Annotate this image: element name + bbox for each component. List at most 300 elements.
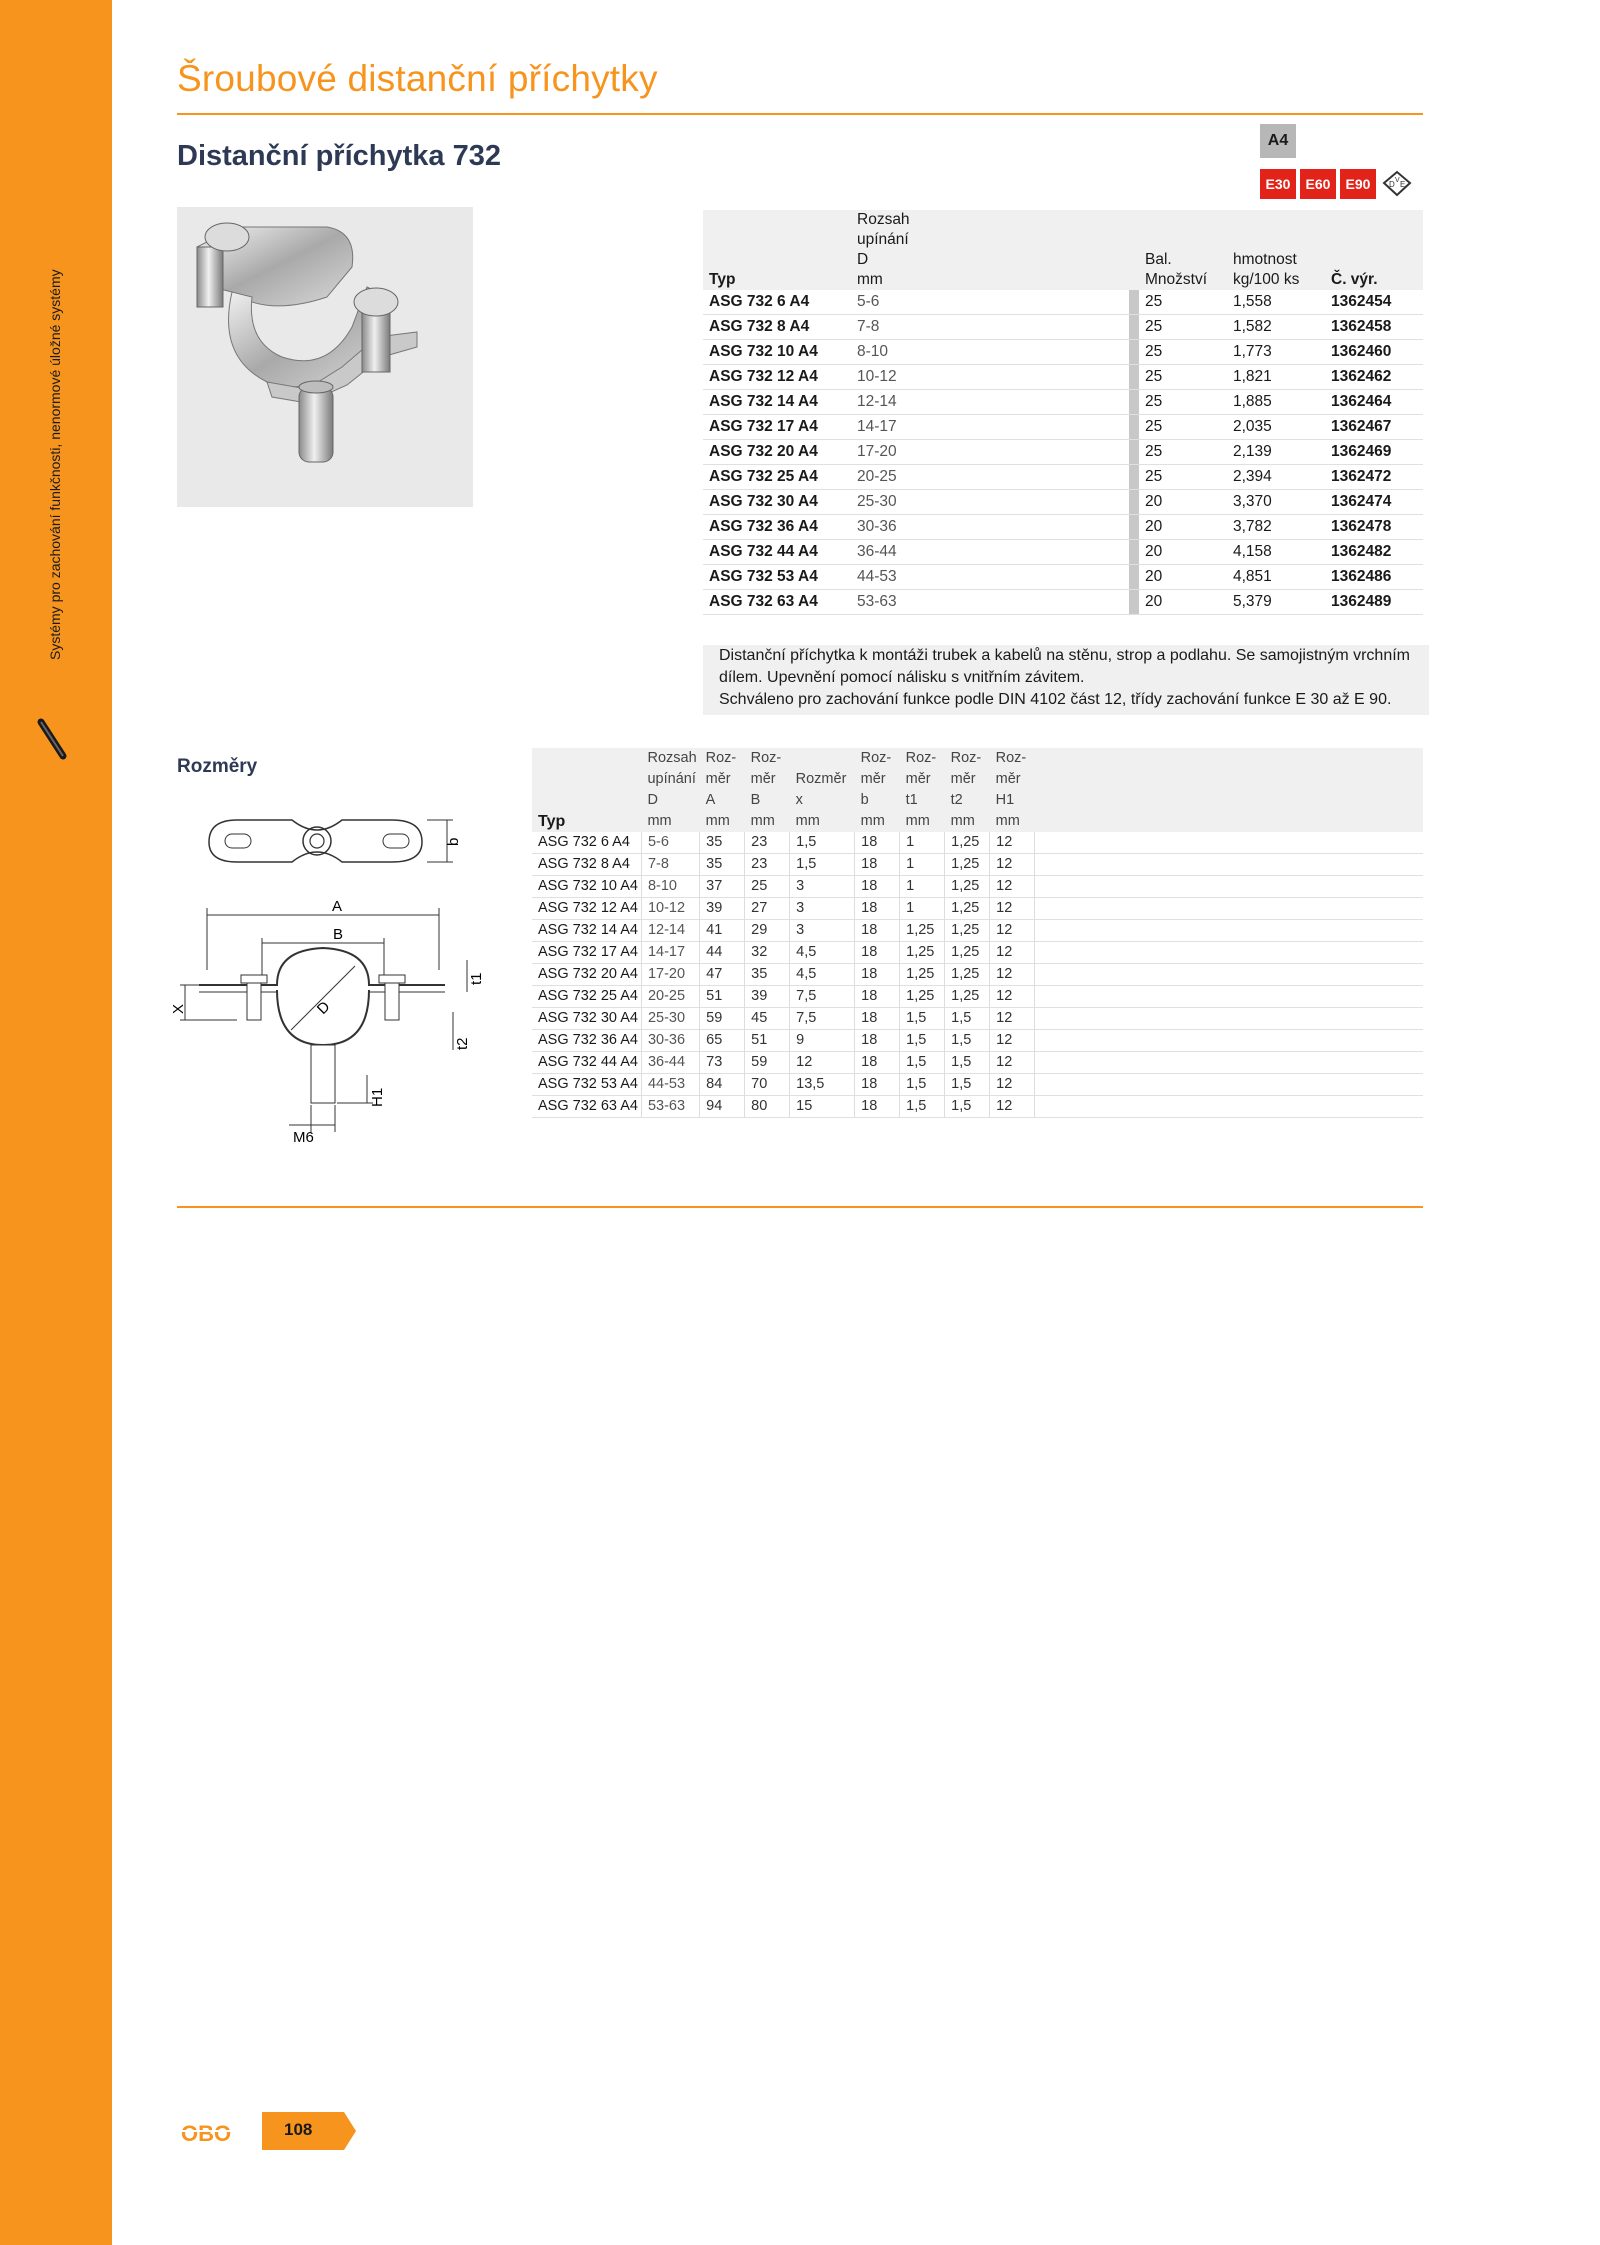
- header-line: mm: [857, 271, 883, 288]
- cell-value: 27: [745, 898, 790, 920]
- table-row: [703, 390, 1423, 415]
- table-row: [532, 1096, 1423, 1118]
- cell-typ: ASG 732 25 A4: [538, 988, 638, 1004]
- cell-art: 1362472: [1331, 468, 1392, 485]
- header-line: měr: [950, 771, 976, 787]
- cell-weight: 3,370: [1233, 493, 1272, 510]
- col-bal-header: [1139, 210, 1227, 290]
- cell-typ: ASG 732 25 A4: [709, 468, 818, 485]
- cell-weight: 5,379: [1233, 593, 1272, 610]
- cell-range: 12-14: [857, 393, 897, 410]
- product-table: [703, 210, 1423, 615]
- cell-weight: 2,139: [1233, 443, 1272, 460]
- cell-art: 1362454: [1331, 293, 1392, 310]
- header-line: [538, 790, 638, 811]
- cell-value: 18: [855, 832, 900, 854]
- col-header: [900, 748, 945, 832]
- cell-art: 1362478: [1331, 518, 1392, 535]
- separator: [1129, 540, 1139, 565]
- cell-value: 8-10: [641, 876, 699, 898]
- cell-typ: ASG 732 8 A4: [538, 856, 630, 872]
- header-line: mm: [995, 813, 1020, 829]
- cell-qty: 20: [1145, 493, 1163, 510]
- separator: [1129, 290, 1139, 315]
- cell-weight: 2,035: [1233, 418, 1272, 435]
- cell-value: 12: [990, 964, 1035, 986]
- fire-badge-e60: E60: [1300, 169, 1336, 199]
- cell-value: 3: [790, 898, 855, 920]
- page-number: 108: [284, 2120, 313, 2139]
- separator: [1129, 365, 1139, 390]
- cell-value: 44: [700, 942, 745, 964]
- cell-range: 30-36: [857, 518, 897, 535]
- cell-value: 12: [990, 898, 1035, 920]
- cell-value: 1,5: [900, 1074, 945, 1096]
- cell-value: 12: [990, 1030, 1035, 1052]
- table-row: [532, 1074, 1423, 1096]
- row-filler: [1035, 942, 1423, 964]
- cell-value: 1,5: [945, 1008, 990, 1030]
- cell-value: 1,5: [790, 832, 855, 854]
- header-line: měr: [905, 771, 931, 787]
- table-row: [532, 1008, 1423, 1030]
- cell-typ: ASG 732 53 A4: [538, 1076, 638, 1092]
- cell-value: 1,5: [790, 854, 855, 876]
- header-line: t1: [905, 792, 918, 808]
- sidebar-label: Systémy pro zachování funkčnosti, nenormové úložné systémy: [47, 269, 63, 660]
- cell-range: 17-20: [857, 443, 897, 460]
- cell-value: 94: [700, 1096, 745, 1118]
- cell-range: 36-44: [857, 543, 897, 560]
- col-header: [855, 748, 900, 832]
- table-row: [532, 942, 1423, 964]
- cell-value: 1,25: [900, 964, 945, 986]
- cell-typ: ASG 732 17 A4: [709, 418, 818, 435]
- description-text: Distanční příchytka k montáži trubek a kabelů na stěnu, strop a podlahu. Se samojistným vrchním dílem. Upevnění pomocí nálisku s vnitřním závitem.: [719, 647, 1410, 686]
- cell-value: 1,25: [945, 832, 990, 854]
- table-row: [532, 854, 1423, 876]
- row-filler: [1035, 1096, 1423, 1118]
- cell-value: 25-30: [641, 1008, 699, 1030]
- cell-value: 12: [990, 986, 1035, 1008]
- header-line: Rozsah: [647, 750, 697, 766]
- cell-art: 1362458: [1331, 318, 1392, 335]
- cell-qty: 25: [1145, 318, 1163, 335]
- cell-value: 59: [700, 1008, 745, 1030]
- table-row: [703, 440, 1423, 465]
- table-row: [703, 540, 1423, 565]
- table-row: [703, 490, 1423, 515]
- cell-range: 7-8: [857, 318, 880, 335]
- cell-typ: ASG 732 20 A4: [709, 443, 818, 460]
- col-weight-header: [1227, 210, 1325, 290]
- header-line: B: [750, 792, 761, 808]
- header-line: měr: [995, 771, 1021, 787]
- cell-qty: 25: [1145, 393, 1163, 410]
- header-line: upínání: [857, 231, 909, 248]
- header-line: Rozsah: [857, 211, 910, 228]
- header-line: měr: [705, 771, 731, 787]
- cell-range: 8-10: [857, 343, 889, 360]
- cell-weight: 4,851: [1233, 568, 1272, 585]
- header-line: Roz-: [905, 750, 937, 766]
- label-x: X: [170, 1003, 187, 1014]
- cell-value: 1,5: [900, 1008, 945, 1030]
- table-row: [532, 964, 1423, 986]
- cell-typ: ASG 732 36 A4: [709, 518, 818, 535]
- cell-weight: 3,782: [1233, 518, 1272, 535]
- cell-qty: 25: [1145, 418, 1163, 435]
- label-b: b: [445, 837, 462, 846]
- col-header: [745, 748, 790, 832]
- cell-value: 80: [745, 1096, 790, 1118]
- cell-typ: ASG 732 8 A4: [709, 318, 810, 335]
- cell-range: 10-12: [857, 368, 897, 385]
- cell-value: 18: [855, 1008, 900, 1030]
- cell-art: 1362489: [1331, 593, 1392, 610]
- fire-badge-e90: E90: [1340, 169, 1376, 199]
- cell-value: 18: [855, 1074, 900, 1096]
- cell-value: 12: [990, 942, 1035, 964]
- obo-logo: [177, 2117, 259, 2147]
- header-line: kg/100 ks: [1233, 271, 1300, 288]
- cell-value: 44-53: [641, 1074, 699, 1096]
- product-title: Distanční příchytka 732: [177, 140, 501, 172]
- cell-typ: ASG 732 14 A4: [538, 922, 638, 938]
- cell-value: 1,25: [945, 898, 990, 920]
- cell-value: 1,25: [900, 920, 945, 942]
- header-line: t2: [950, 792, 963, 808]
- col-header: [990, 748, 1035, 832]
- cell-weight: 1,885: [1233, 393, 1272, 410]
- cell-value: 13,5: [790, 1074, 855, 1096]
- cell-typ: ASG 732 14 A4: [709, 393, 818, 410]
- table-row: [703, 590, 1423, 615]
- col-art-header: Č. výr.: [1331, 271, 1378, 288]
- cell-range: 20-25: [857, 468, 897, 485]
- cell-value: 18: [855, 1096, 900, 1118]
- cell-qty: 25: [1145, 368, 1163, 385]
- separator: [1129, 440, 1139, 465]
- cell-typ: ASG 732 10 A4: [709, 343, 818, 360]
- cell-qty: 25: [1145, 443, 1163, 460]
- cell-value: 37: [700, 876, 745, 898]
- separator: [1129, 465, 1139, 490]
- cell-value: 45: [745, 1008, 790, 1030]
- table-row: [532, 832, 1423, 854]
- cell-value: 4,5: [790, 964, 855, 986]
- cell-value: 59: [745, 1052, 790, 1074]
- header-line: mm: [795, 813, 820, 829]
- col-header: [641, 748, 699, 832]
- logo-text: OBO: [181, 2121, 232, 2146]
- cell-value: 14-17: [641, 942, 699, 964]
- separator: [1129, 490, 1139, 515]
- header-line: mm: [705, 813, 730, 829]
- table-row: [532, 1030, 1423, 1052]
- separator: [1129, 565, 1139, 590]
- dimensions-title: Rozměry: [177, 756, 258, 777]
- cell-qty: 20: [1145, 518, 1163, 535]
- table-row: [532, 898, 1423, 920]
- separator: [1129, 315, 1139, 340]
- cell-value: 12: [990, 1008, 1035, 1030]
- label-t1: t1: [468, 972, 485, 985]
- cell-value: 1,25: [945, 876, 990, 898]
- table-row: [532, 986, 1423, 1008]
- cell-value: 18: [855, 1052, 900, 1074]
- cell-value: 1,25: [900, 942, 945, 964]
- cell-value: 9: [790, 1030, 855, 1052]
- product-photo: [177, 207, 473, 507]
- table-row: [532, 920, 1423, 942]
- cell-value: 84: [700, 1074, 745, 1096]
- header-line: Roz-: [750, 750, 782, 766]
- cell-value: 73: [700, 1052, 745, 1074]
- row-filler: [1035, 1030, 1423, 1052]
- description-text: Schváleno pro zachování funkce podle DIN 4102 část 12, třídy zachování funkce E 30 až E 90.: [719, 691, 1392, 708]
- cell-value: 65: [700, 1030, 745, 1052]
- row-filler: [1035, 1052, 1423, 1074]
- header-line: Typ: [538, 813, 566, 830]
- svg-text:D: D: [1389, 180, 1395, 189]
- cell-art: 1362467: [1331, 418, 1392, 435]
- cell-value: 35: [745, 964, 790, 986]
- header-line: měr: [860, 771, 886, 787]
- cell-value: 41: [700, 920, 745, 942]
- cell-art: 1362462: [1331, 368, 1392, 385]
- table-row: [703, 340, 1423, 365]
- cell-typ: ASG 732 10 A4: [538, 878, 638, 894]
- cell-value: 7,5: [790, 1008, 855, 1030]
- cell-value: 18: [855, 1030, 900, 1052]
- table-row: [703, 515, 1423, 540]
- cell-art: 1362464: [1331, 393, 1392, 410]
- cell-qty: 25: [1145, 343, 1163, 360]
- cell-value: 1,5: [900, 1030, 945, 1052]
- page-number-tab: [262, 2112, 356, 2150]
- title-divider: [177, 113, 1423, 115]
- cell-value: 1: [900, 898, 945, 920]
- cell-value: 17-20: [641, 964, 699, 986]
- label-b-upper: B: [333, 926, 344, 943]
- cell-weight: 4,158: [1233, 543, 1272, 560]
- header-line: Roz-: [950, 750, 982, 766]
- cell-value: 1,5: [945, 1074, 990, 1096]
- table-row: [703, 465, 1423, 490]
- row-filler: [1035, 1074, 1423, 1096]
- cell-value: 1,5: [945, 1052, 990, 1074]
- table-row: [703, 565, 1423, 590]
- cell-weight: 2,394: [1233, 468, 1272, 485]
- cell-art: 1362486: [1331, 568, 1392, 585]
- cell-typ: ASG 732 30 A4: [538, 1010, 638, 1026]
- cell-typ: ASG 732 20 A4: [538, 966, 638, 982]
- header-line: mm: [860, 813, 885, 829]
- dimension-drawing: [170, 800, 507, 1160]
- cell-value: 1,5: [945, 1096, 990, 1118]
- cell-value: 39: [745, 986, 790, 1008]
- cell-value: 29: [745, 920, 790, 942]
- header-line: mm: [905, 813, 930, 829]
- cell-range: 25-30: [857, 493, 897, 510]
- cell-qty: 20: [1145, 593, 1163, 610]
- table-row: [703, 290, 1423, 315]
- cell-value: 1,25: [945, 942, 990, 964]
- cell-value: 12: [990, 1074, 1035, 1096]
- cell-value: 12: [990, 876, 1035, 898]
- cell-value: 12: [990, 1096, 1035, 1118]
- cell-value: 18: [855, 876, 900, 898]
- cell-value: 53-63: [641, 1096, 699, 1118]
- header-line: upínání: [647, 771, 696, 787]
- cable-icon: [37, 718, 67, 762]
- header-line: mm: [647, 813, 672, 829]
- svg-text:V: V: [1395, 177, 1400, 184]
- cell-typ: ASG 732 17 A4: [538, 944, 638, 960]
- cell-typ: ASG 732 12 A4: [538, 900, 638, 916]
- table-row: [532, 1052, 1423, 1074]
- separator: [1129, 340, 1139, 365]
- cell-range: 53-63: [857, 593, 897, 610]
- cell-value: 15: [790, 1096, 855, 1118]
- material-badge: A4: [1260, 124, 1296, 158]
- table-row: [703, 365, 1423, 390]
- label-t2: t2: [454, 1037, 471, 1050]
- separator: [1129, 515, 1139, 540]
- cell-value: 12-14: [641, 920, 699, 942]
- header-line: [538, 769, 638, 790]
- header-line: [538, 748, 638, 769]
- cell-value: 1,5: [900, 1052, 945, 1074]
- cell-value: 20-25: [641, 986, 699, 1008]
- row-filler: [1035, 876, 1423, 898]
- row-filler: [1035, 832, 1423, 854]
- label-a: A: [332, 898, 343, 915]
- header-line: měr: [750, 771, 776, 787]
- col-range-header: [851, 210, 1129, 290]
- cell-qty: 25: [1145, 468, 1163, 485]
- table-header-row: [532, 748, 1423, 832]
- col-typ-header: Typ: [709, 271, 736, 288]
- table-row: [703, 315, 1423, 340]
- cell-value: 1,25: [945, 854, 990, 876]
- cell-value: 51: [700, 986, 745, 1008]
- header-line: mm: [750, 813, 775, 829]
- cell-value: 39: [700, 898, 745, 920]
- cell-value: 30-36: [641, 1030, 699, 1052]
- cell-value: 35: [700, 832, 745, 854]
- header-filler: [1035, 748, 1423, 832]
- row-filler: [1035, 920, 1423, 942]
- cell-value: 1: [900, 854, 945, 876]
- cell-value: 1,25: [945, 986, 990, 1008]
- cell-weight: 1,582: [1233, 318, 1272, 335]
- header-line: Množství: [1145, 271, 1208, 288]
- bottom-divider: [177, 1206, 1423, 1208]
- header-line: Roz-: [860, 750, 892, 766]
- cell-typ: ASG 732 6 A4: [709, 293, 810, 310]
- label-d: D: [313, 998, 334, 1018]
- cell-value: 51: [745, 1030, 790, 1052]
- separator: [1129, 590, 1139, 615]
- cell-art: 1362482: [1331, 543, 1392, 560]
- table-header-row: [703, 210, 1423, 290]
- row-filler: [1035, 964, 1423, 986]
- cell-value: 12: [990, 854, 1035, 876]
- cell-value: 1: [900, 832, 945, 854]
- cell-value: 23: [745, 832, 790, 854]
- cell-typ: ASG 732 44 A4: [709, 543, 818, 560]
- cell-art: 1362474: [1331, 493, 1392, 510]
- cell-value: 1: [900, 876, 945, 898]
- header-line: mm: [950, 813, 975, 829]
- col-header: [700, 748, 745, 832]
- cell-qty: 20: [1145, 543, 1163, 560]
- header-line: Roz-: [705, 750, 737, 766]
- cell-value: 1,25: [945, 920, 990, 942]
- header-line: b: [860, 792, 869, 808]
- cell-range: 14-17: [857, 418, 897, 435]
- cell-value: 70: [745, 1074, 790, 1096]
- cell-value: 12: [790, 1052, 855, 1074]
- table-row: [532, 876, 1423, 898]
- cell-typ: ASG 732 63 A4: [538, 1098, 638, 1114]
- table-row: [703, 415, 1423, 440]
- fire-rating-badges: [1260, 169, 1414, 199]
- header-line: D: [647, 792, 658, 808]
- cell-art: 1362460: [1331, 343, 1392, 360]
- col-header: [945, 748, 990, 832]
- cell-value: 18: [855, 854, 900, 876]
- cell-range: 5-6: [857, 293, 880, 310]
- label-h1: H1: [369, 1087, 386, 1107]
- cell-weight: 1,821: [1233, 368, 1272, 385]
- label-m6: M6: [293, 1129, 314, 1146]
- cell-value: 32: [745, 942, 790, 964]
- cell-value: 5-6: [641, 832, 699, 854]
- cell-typ: ASG 732 63 A4: [709, 593, 818, 610]
- header-line: Roz-: [995, 750, 1027, 766]
- cell-qty: 20: [1145, 568, 1163, 585]
- fire-badge-e30: E30: [1260, 169, 1296, 199]
- cell-value: 3: [790, 920, 855, 942]
- cell-value: 36-44: [641, 1052, 699, 1074]
- cell-art: 1362469: [1331, 443, 1392, 460]
- cell-value: 4,5: [790, 942, 855, 964]
- cell-value: 12: [990, 832, 1035, 854]
- header-line: Bal.: [1145, 251, 1172, 268]
- dimensions-table: [532, 748, 1423, 1118]
- header-line: x: [795, 792, 803, 808]
- header-line: H1: [995, 792, 1015, 808]
- cell-value: 7-8: [641, 854, 699, 876]
- product-description: [703, 645, 1429, 715]
- cell-value: 35: [700, 854, 745, 876]
- header-line: hmotnost: [1233, 251, 1297, 268]
- cell-typ: ASG 732 30 A4: [709, 493, 818, 510]
- cell-value: 12: [990, 1052, 1035, 1074]
- row-filler: [1035, 986, 1423, 1008]
- cell-value: 18: [855, 920, 900, 942]
- cell-typ: ASG 732 44 A4: [538, 1054, 638, 1070]
- cell-value: 18: [855, 942, 900, 964]
- cell-qty: 25: [1145, 293, 1163, 310]
- cell-value: 1,5: [945, 1030, 990, 1052]
- cell-value: 7,5: [790, 986, 855, 1008]
- separator: [1129, 210, 1139, 290]
- cell-typ: ASG 732 53 A4: [709, 568, 818, 585]
